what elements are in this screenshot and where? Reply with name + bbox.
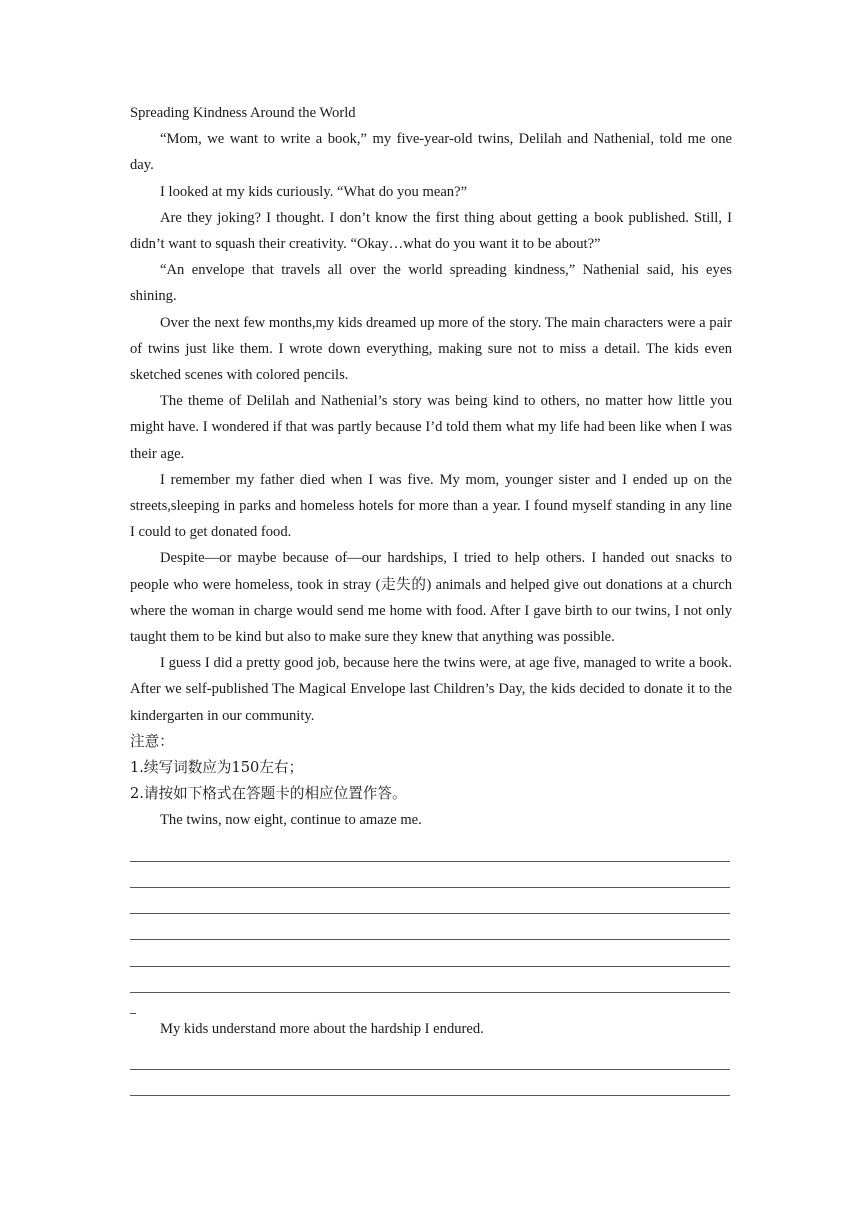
paragraph-7: I remember my father died when I was five. My mom, younger sister and I ended up on the streets,sleeping in parks and homeless hotels for more than a year. I found myself standing in any line I could to get donated food. xyxy=(130,471,732,541)
paragraph-8: Despite—or maybe because of—our hardships, I tried to help others. I handed out snacks to people who were homeless, took in stray (走失的) animals and helped give out donations at a church where the woman in charge would send me home with food. After I gave birth to our twins, I not only taught them to be kind but also to make sure they knew that anything was possible. xyxy=(130,550,732,646)
answer-line[interactable] xyxy=(130,940,730,966)
answer-line[interactable] xyxy=(130,862,730,888)
answer-area-2[interactable] xyxy=(130,1044,732,1096)
answer-line[interactable] xyxy=(130,1070,730,1096)
paragraph-9: I guess I did a pretty good job, because here the twins were, at age five, managed to write a book. After we self-published The Magical Envelope last Children’s Day, the kids decided to donate it to the kindergarten in our community. xyxy=(130,655,732,724)
passage-title: Spreading Kindness Around the World xyxy=(130,105,356,121)
paragraph-3: Are they joking? I thought. I don’t know the first thing about getting a book published. Still, I didn’t want to squash their creativity. “Okay…what do you want it to be about?” xyxy=(130,209,732,253)
answer-line-tail xyxy=(130,993,136,1014)
answer-line[interactable] xyxy=(130,967,730,993)
paragraph-4: “An envelope that travels all over the world spreading kindness,” Nathenial said, his eyes shining. xyxy=(130,262,732,305)
passage-content xyxy=(130,100,732,1096)
paragraph-5: Over the next few months,my kids dreamed up more of the story. The main characters were a pair of twins just like them. I wrote down everything, making sure not to miss a detail. The kids even sketched scenes with colored pencils. xyxy=(130,314,732,384)
continuation-prompt-1: The twins, now eight, continue to amaze me. xyxy=(160,812,422,829)
note-item-1: 1.续写词数应为150左右； xyxy=(130,759,304,777)
answer-area-1[interactable] xyxy=(130,836,732,1014)
continuation-prompt-2: My kids understand more about the hardship I endured. xyxy=(160,1020,484,1037)
notes-heading: 注意： xyxy=(130,732,174,750)
answer-line[interactable] xyxy=(130,836,730,862)
answer-line[interactable] xyxy=(130,1044,730,1070)
paragraph-2: I looked at my kids curiously. “What do you mean?” xyxy=(160,183,468,200)
paragraph-1: “Mom, we want to write a book,” my five-year-old twins, Delilah and Nathenial, told me one day. xyxy=(130,131,732,174)
note-item-2: 2.请按如下格式在答题卡的相应位置作答。 xyxy=(130,785,407,803)
answer-line[interactable] xyxy=(130,914,730,940)
answer-line[interactable] xyxy=(130,888,730,914)
paragraph-6: The theme of Delilah and Nathenial’s story was being kind to others, no matter how little you might have. I wondered if that was partly because I’d told them what my life had been like when I was their age. xyxy=(130,393,732,462)
